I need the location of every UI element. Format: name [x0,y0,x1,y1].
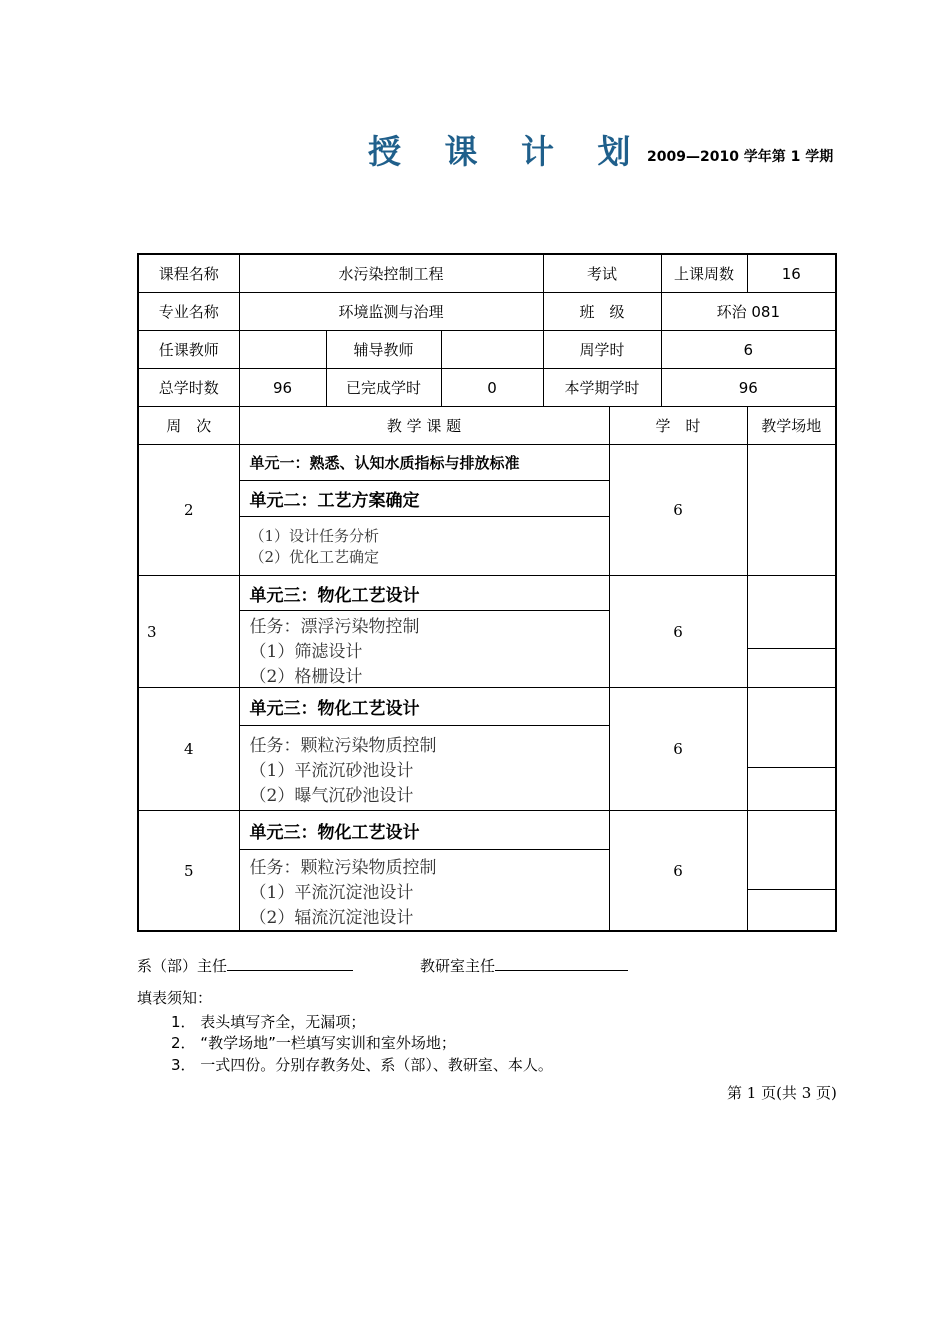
task-title: 任务：颗粒污染物质控制 [249,735,437,756]
assistant-value [441,331,543,369]
unit-heading: 单元三：物化工艺设计 [240,811,609,850]
signature-line [495,955,628,971]
week-number: 3 [138,576,239,688]
class-label: 班 级 [543,293,661,331]
research-head-signature [420,955,628,976]
list-item: （2）辐流沉淀池设计 [249,907,414,928]
table-row [138,811,836,932]
weeks-label: 上课周数 [661,254,747,293]
task-list [240,726,609,810]
venue-slot [748,614,836,649]
exam-label: 考试 [543,254,661,293]
topic-cell [239,811,609,932]
venue-value [747,576,836,688]
table-row [138,445,836,576]
academic-term: 2009—2010 学年第 1 学期 [647,149,834,165]
week-number: 4 [138,688,239,811]
total-hours-label: 总学时数 [138,369,239,407]
task-list [240,611,609,687]
course-name-value: 水污染控制工程 [239,254,543,293]
hours-value: 6 [609,811,747,932]
venue-column-header: 教学场地 [747,407,836,445]
hours-value: 6 [609,688,747,811]
page-number: 第 1 页(共 3 页) [727,1084,837,1102]
task-title: 任务：漂浮污染物控制 [249,616,420,637]
assistant-label: 辅导教师 [326,331,441,369]
class-value: 环治 081 [661,293,836,331]
week-number: 2 [138,445,239,576]
signature-line [227,955,353,971]
course-name-label: 课程名称 [138,254,239,293]
hours-value: 6 [609,445,747,576]
venue-value [747,811,836,932]
list-item: （2）优化工艺确定 [249,548,380,566]
topic-cell [239,688,609,811]
list-item: （1）筛滤设计 [249,641,363,662]
dept-head-signature [137,955,353,976]
venue-value [747,688,836,811]
venue-slot [748,851,836,890]
topic-cell [239,576,609,688]
page-title: 授 课 计 划 [368,132,647,171]
note-item: 3． 一式四份。分别存教务处、系（部）、教研室、本人。 [171,1056,553,1074]
unit-heading: 单元三：物化工艺设计 [240,688,609,726]
weeks-value: 16 [747,254,836,293]
topic-column-header: 教 学 课 题 [239,407,609,445]
list-item: （2）格栅设计 [249,666,363,687]
weekly-hours-value: 6 [661,331,836,369]
week-column-header: 周 次 [138,407,239,445]
teaching-plan-table [137,253,837,932]
venue-slot [748,730,836,768]
table-row [138,576,836,688]
dept-head-label: 系（部）主任 [137,957,228,975]
unit-heading: 单元一：熟悉、认知水质指标与排放标准 [240,445,609,481]
venue-value [747,445,836,576]
major-value: 环境监测与治理 [239,293,543,331]
list-item: （1）平流沉砂池设计 [249,760,414,781]
completed-hours-label: 已完成学时 [326,369,441,407]
week-number: 5 [138,811,239,932]
table-row [138,688,836,811]
teacher-value [239,331,326,369]
list-item: （1）平流沉淀池设计 [249,882,414,903]
completed-hours-value: 0 [441,369,543,407]
note-item: 1． 表头填写齐全，无漏项； [171,1013,366,1031]
note-item: 2． “教学场地”一栏填写实训和室外场地； [171,1034,456,1052]
teacher-label: 任课教师 [138,331,239,369]
weekly-hours-label: 周学时 [543,331,661,369]
notes-title: 填表须知： [137,989,213,1007]
list-item: （1）设计任务分析 [249,527,380,545]
task-title: 任务：颗粒污染物质控制 [249,857,437,878]
hours-value: 6 [609,576,747,688]
item-list [240,517,609,575]
term-hours-label: 本学期学时 [543,369,661,407]
unit-heading: 单元二：工艺方案确定 [240,481,609,517]
unit-heading: 单元三：物化工艺设计 [240,576,609,611]
research-head-label: 教研室主任 [420,957,496,975]
term-hours-value: 96 [661,369,836,407]
topic-cell [239,445,609,576]
task-list [240,850,609,930]
major-label: 专业名称 [138,293,239,331]
list-item: （2）曝气沉砂池设计 [249,785,414,806]
hours-column-header: 学 时 [609,407,747,445]
total-hours-value: 96 [239,369,326,407]
